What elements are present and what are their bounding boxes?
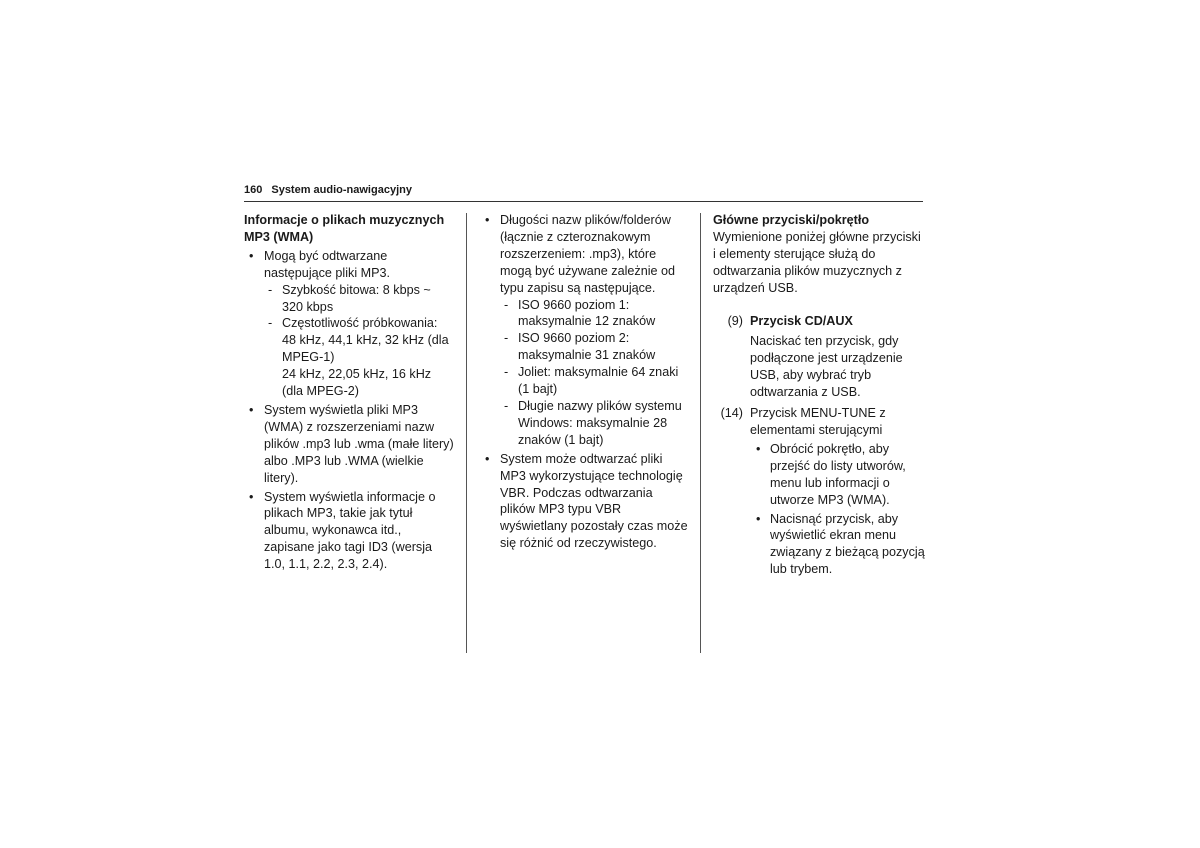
intro-paragraph: Wymienione poniżej główne przyciski i elementy sterujące służą do odtwarzania plików muzycznych z urządzeń USB. (713, 229, 921, 295)
sub-list-item: - Długie nazwy plików systemu Windows: maksymalnie 28 znaków (1 bajt) (504, 398, 682, 447)
sub-list-item: - Częstotliwość próbkowania: 48 kHz, 44,1 kHz, 32 kHz (dla MPEG-1) (268, 316, 449, 365)
sub-list-continuation: 24 kHz, 22,05 kHz, 16 kHz (dla MPEG-2) (282, 367, 432, 399)
column-divider (466, 213, 467, 653)
bullet-icon: • (756, 511, 761, 526)
bullet-icon: • (249, 248, 254, 263)
bullet-icon: • (249, 489, 254, 504)
list-item: • Nacisnąć przycisk, aby wyświetlić ekran menu związany z bieżącą pozycją lub trybem. (756, 511, 925, 577)
dash-icon: - (504, 365, 509, 380)
list-item: • System wyświetla informacje o plikach MP3, takie jak tytuł albumu, wykonawca itd., zapisane jako tagi ID3 (wersja 1.0, 1.1, 2.2, 2.3, 2.4). (249, 489, 436, 572)
list-item: • System może odtwarzać pliki MP3 wykorzystujące technologię VBR. Podczas odtwarzania plików MP3 typu VBR wyświetlany pozostały czas może się różnić od rzeczywistego. (485, 451, 688, 551)
dash-icon: - (504, 331, 509, 346)
dash-icon: - (268, 316, 273, 331)
numbered-item-14 (713, 405, 925, 439)
column-1 (244, 212, 454, 573)
item-text: Naciskać ten przycisk, gdy podłączone jest urządzenie USB, aby wybrać tryb odtwarzania z USB. (750, 334, 903, 400)
list-item: • Obrócić pokrętło, aby przejść do listy utworów, menu lub informacji o utworze MP3 (WMA). (756, 441, 906, 507)
page-number: 160 (244, 184, 263, 196)
bullet-icon: • (249, 402, 254, 417)
sub-list-item: - Szybkość bitowa: 8 kbps ~ 320 kbps (268, 282, 431, 314)
sub-list-item: - Joliet: maksymalnie 64 znaki (1 bajt) (504, 365, 679, 397)
dash-icon: - (504, 297, 509, 312)
item-number: (9) (727, 313, 743, 328)
column-divider (700, 213, 701, 653)
section-title: System audio-nawigacyjny (271, 184, 412, 196)
column-3 (713, 212, 925, 578)
sub-list-item: - ISO 9660 poziom 1: maksymalnie 12 znaków (504, 297, 656, 329)
dash-icon: - (268, 282, 273, 297)
bullet-icon: • (485, 213, 490, 227)
list-item: • Długości nazw plików/folderów (łącznie z czteroznakowym rozszerzeniem: .mp3), które mogą być używane zależnie od typu zapisu są następujące. (485, 213, 676, 295)
mp3-info-heading: Informacje o plikach muzycznych MP3 (WMA) (244, 213, 445, 244)
item-title: Przycisk MENU-TUNE z elementami sterującymi (750, 406, 886, 437)
page-header (244, 184, 412, 196)
item-number: (14) (720, 406, 743, 421)
header-rule (244, 201, 923, 202)
bullet-icon: • (485, 451, 490, 466)
column-2 (480, 212, 690, 552)
numbered-item-9 (713, 313, 925, 402)
list-item: • System wyświetla pliki MP3 (WMA) z rozszerzeniami nazw plików .mp3 lub .wma (małe litery) albo .MP3 lub .WMA (wielkie litery). (249, 402, 454, 485)
item-title: Przycisk CD/AUX (750, 313, 853, 328)
sub-list-item: - ISO 9660 poziom 2: maksymalnie 31 znaków (504, 331, 656, 363)
list-item: • Mogą być odtwarzane następujące pliki MP3. (249, 248, 391, 280)
dash-icon: - (504, 398, 509, 413)
main-buttons-heading: Główne przyciski/pokrętło (713, 213, 870, 227)
bullet-icon: • (756, 441, 761, 456)
